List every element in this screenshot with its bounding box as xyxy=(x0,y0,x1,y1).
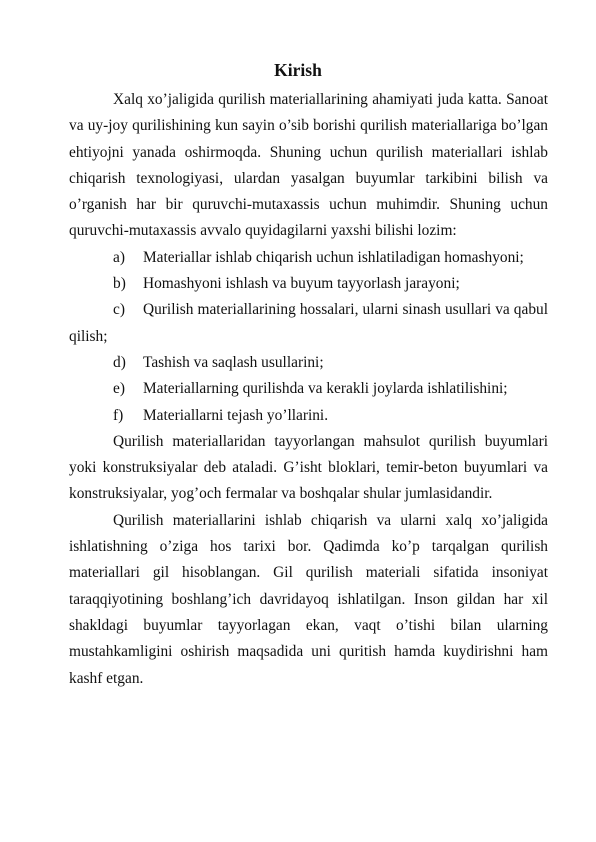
paragraph-intro: Xalq xo’jaligida qurilish materiallarining ahamiyati juda katta. Sanoat va uy-joy qurilishining kun sayin o’sib borishi qurilish materiallariga bo’lgan ehtiyojni yanada oshirmoqda. Shuning uchun qurilish materiallari ishlab chiqarish texnologiyasi, ulardan yasalgan buyumlar tarkibini bilish va o’rganish har bir quruvchi-mutaxassis uchun muhimdir. Shuning uchun quruvchi-mutaxassis avvalo quyidagilarni yaxshi bilishi lozim: xyxy=(69,91,548,240)
paragraph-products: Qurilish materiallaridan tayyorlangan mahsulot qurilish buyumlari yoki konstruksiyalar deb ataladi. G’isht bloklari, temir-beton buyumlari va konstruksiyalar, yog’och fermalar va boshqalar shular jumlasidandir. xyxy=(69,432,548,503)
list-item-text: Qurilish materiallarining hossalari, ularni sinash usullari va qabul qilish; xyxy=(69,301,548,345)
list-item-text: Materiallarni tejash yo’llarini. xyxy=(143,406,329,424)
list-item xyxy=(69,297,548,350)
list-marker: c) xyxy=(113,301,125,319)
page-title: Kirish xyxy=(274,60,322,80)
document-body xyxy=(69,87,548,692)
list-item xyxy=(69,350,548,376)
list-item-text: Tashish va saqlash usullarini; xyxy=(143,353,324,371)
list-marker: f) xyxy=(113,406,124,424)
list-item-text: Homashyoni ishlash va buyum tayyorlash jarayoni; xyxy=(143,275,460,293)
list-item xyxy=(69,245,548,271)
list-marker: e) xyxy=(113,380,125,398)
list-item xyxy=(69,271,548,297)
list-marker: d) xyxy=(113,353,126,371)
list-item xyxy=(69,403,548,429)
paragraph-history: Qurilish materiallarini ishlab chiqarish va ularni xalq xo’jaligida ishlatishning o’ziga hos tarixi bor. Qadimda ko’p tarqalgan qurilish materiallari gil hisoblangan. Gil qurilish materiali sifatida insoniyat taraqqiyotining boshlang’ich davridayoq ishlatilgan. Inson gildan har xil shakldagi buyumlar tayyorlagan ekan, vaqt o’tishi bilan ularning mustahkamligini oshirish maqsadida uni quritish hamda kuydirishni ham kashf etgan. xyxy=(69,511,548,687)
list-item xyxy=(69,376,548,402)
list-item-text: Materiallar ishlab chiqarish uchun ishlatiladigan homashyoni; xyxy=(143,248,524,266)
list-item-text: Materiallarning qurilishda va kerakli joylarda ishlatilishini; xyxy=(143,380,508,398)
list-marker: a) xyxy=(113,248,125,266)
list-marker: b) xyxy=(113,275,126,293)
